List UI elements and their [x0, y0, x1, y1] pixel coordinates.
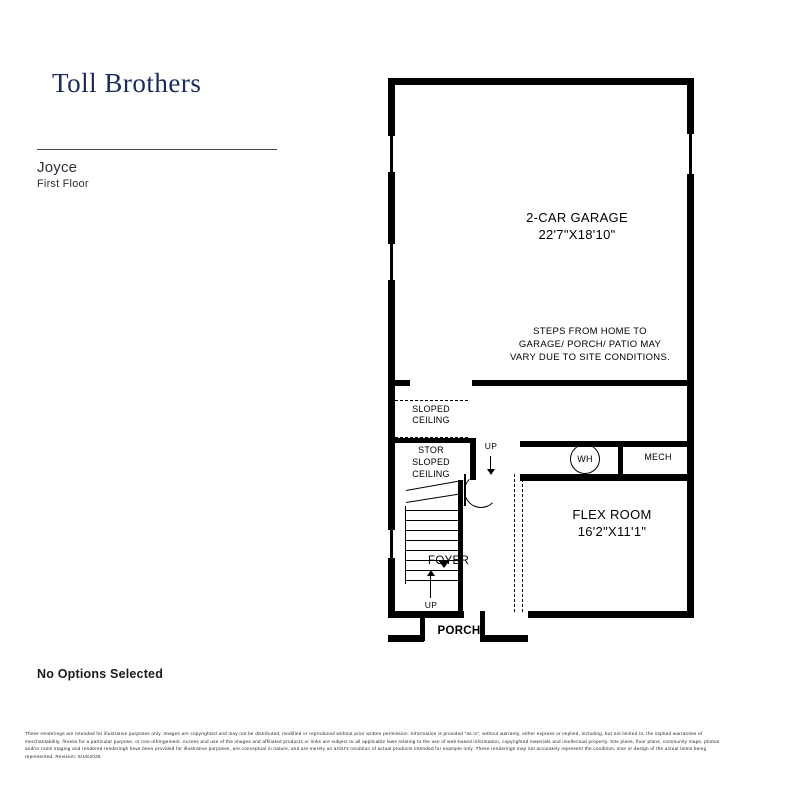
- plan-floor-label: First Floor: [37, 178, 89, 190]
- note-steps-line3: VARY DUE TO SITE CONDITIONS.: [509, 352, 671, 363]
- brand-text: Toll Brothers: [52, 68, 202, 98]
- stair-tread: [405, 520, 459, 521]
- stair-tread: [405, 510, 459, 511]
- up-arrow-line-lower: [430, 576, 431, 598]
- dashed-sloped-ceiling-bottom: [390, 437, 468, 438]
- water-heater-label: WH: [577, 454, 593, 464]
- label-garage-name: 2-CAR GARAGE: [526, 210, 628, 225]
- stair-tread: [405, 580, 459, 581]
- label-stor: STOR: [418, 445, 444, 455]
- options-status: No Options Selected: [37, 667, 164, 681]
- label-flex-name: FLEX ROOM: [572, 507, 652, 522]
- note-steps-line2: GARAGE/ PORCH/ PATIO MAY: [518, 339, 662, 350]
- door-swing-garage: [464, 474, 498, 508]
- label-mech: MECH: [644, 452, 672, 462]
- label-porch: PORCH: [437, 625, 481, 637]
- dashed-sloped-ceiling-left: [390, 400, 391, 438]
- wall-exterior-bottom-right: [528, 611, 694, 618]
- wall-stor-top: [388, 438, 476, 443]
- label-sloped-ceiling-top-2: CEILING: [412, 415, 450, 425]
- wall-mech-row-bottom: [520, 474, 694, 481]
- wall-mech-divider: [618, 441, 623, 481]
- stair-stringer-left: [405, 506, 406, 584]
- label-sloped-ceiling-2b: CEILING: [412, 469, 450, 479]
- wall-garage-rear: [472, 380, 694, 386]
- wall-foyer-bottom: [388, 611, 464, 618]
- wall-exterior-left-b: [388, 172, 395, 244]
- up-arrow-head-upper: [487, 469, 495, 475]
- dashed-beam-2: [522, 474, 523, 612]
- up-arrow-head-lower: [427, 570, 435, 576]
- wall-mech-row: [520, 441, 694, 447]
- stair-diagonal: [406, 480, 463, 491]
- label-flex-dims: 16'2"X11'1": [577, 524, 647, 539]
- wall-exterior-left-a: [388, 78, 395, 136]
- floor-plan-drawing: [380, 70, 700, 637]
- stair-tread: [405, 530, 459, 531]
- plan-name: Joyce: [37, 159, 78, 176]
- label-garage-dims: 22'7"X18'10": [538, 227, 616, 242]
- note-steps-line1: STEPS FROM HOME TO: [533, 326, 647, 337]
- dashed-beam-1: [514, 474, 515, 612]
- label-foyer: FOYER: [428, 555, 470, 567]
- dashed-sloped-ceiling-top: [390, 400, 468, 401]
- wall-exterior-left-c: [388, 280, 395, 384]
- wall-exterior-left-e: [388, 558, 395, 618]
- wall-garage-rear-left: [388, 380, 410, 386]
- stair-diagonal-2: [406, 493, 461, 503]
- disclaimer-text: These renderings are intended for illustrative purposes only. Images are copyrighted and may not be distributed, modified or reproduced without prior written permission. Information is provided "as is", without warranty, either express or implied, including, but not limited to, the implied warranties of merchantability, fitness for a particular purpose, or non-infringement. Access and use of the images and affiliated products or links are subject to all applicable laws relating to the use of web-based information, copyrighted materials and intellectual property. Site plans, floor plans, community maps, photos and/or room staging and rendered renderings have been provided for illustrative purposes, are conceptual in nature, and are merely an artist's rendition of actual products intended for example only. These renderings may not accurately represent the condition, size or design of the actual items being represented. Revision: 5/19/2025: [25, 731, 720, 759]
- window-right-1: [689, 134, 692, 174]
- window-left-2: [390, 244, 393, 280]
- label-up-lower: UP: [424, 600, 438, 610]
- window-left-1: [390, 136, 393, 172]
- stair-tread: [405, 550, 459, 551]
- divider-rule: [37, 149, 277, 150]
- toll-brothers-logo: [52, 68, 201, 99]
- label-sloped-ceiling-2: SLOPED: [412, 457, 450, 467]
- stair-tread: [405, 540, 459, 541]
- label-sloped-ceiling-top-1: SLOPED: [412, 404, 450, 414]
- wall-exterior-top: [388, 78, 694, 85]
- label-up-upper: UP: [484, 441, 498, 451]
- water-heater-icon: [570, 444, 600, 474]
- wall-exterior-right-a: [687, 78, 694, 134]
- window-left-3: [390, 530, 393, 558]
